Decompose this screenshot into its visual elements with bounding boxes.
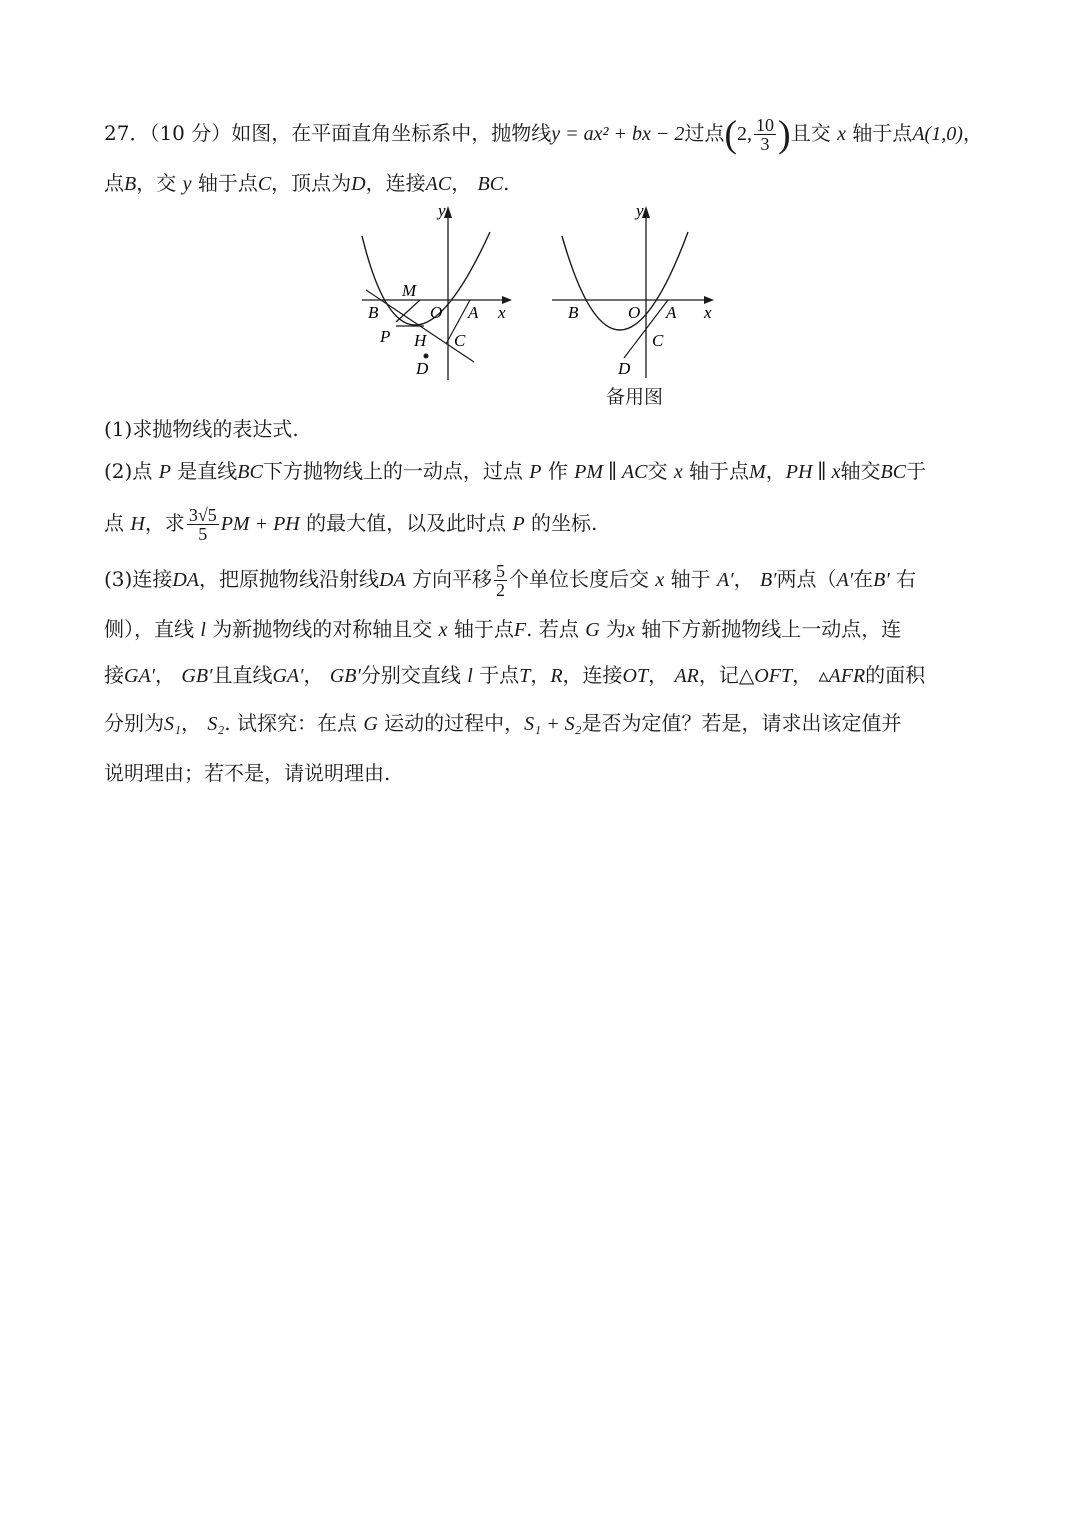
problem-text: 是否为定值？若是，请求出该定值并 <box>581 711 902 735</box>
sum-S1-S2: S₁ + S₂ <box>524 713 582 735</box>
point-G: G <box>363 713 378 735</box>
point-M: M <box>749 461 766 483</box>
label-H: H <box>414 331 427 350</box>
problem-text: 两点（ <box>776 567 837 591</box>
problem-text: 过点 <box>684 121 725 145</box>
line-l: l <box>200 619 206 641</box>
point-P: P <box>158 461 171 483</box>
problem-text: 交 <box>647 459 668 483</box>
problem-text: ，交 <box>136 171 177 195</box>
problem-text: ，连接 <box>562 663 623 687</box>
problem-text: ， <box>765 459 786 483</box>
fraction-denominator: 2 <box>496 580 506 600</box>
fraction-numerator: 10 <box>756 115 775 135</box>
point-G: G <box>585 619 600 641</box>
problem-text: (3)连接 <box>104 567 173 591</box>
problem-text: 方向平移 <box>412 567 493 591</box>
label-y: y <box>438 201 446 220</box>
problem-number: 27． <box>104 121 150 145</box>
label-B-backup: B <box>568 303 579 322</box>
problem-text: ，求 <box>144 511 185 535</box>
point-A-prime: A′ <box>836 569 854 591</box>
point-R: R <box>550 665 563 687</box>
segment-DA: DA <box>172 569 200 591</box>
part2-line-2 <box>104 506 597 543</box>
segment-OT: OT <box>622 665 649 687</box>
label-M: M <box>402 281 417 300</box>
problem-text: . 若点 <box>526 617 579 641</box>
point-F: F <box>513 619 527 641</box>
problem-text: ，顶点为 <box>271 171 352 195</box>
part3-line-4 <box>104 708 902 739</box>
point-H: H <box>130 513 145 535</box>
part3-line-3 <box>104 660 925 691</box>
problem-text: 于 <box>906 459 927 483</box>
problem-line-2 <box>104 168 509 199</box>
problem-text: ， <box>451 171 472 195</box>
label-x: x <box>498 303 506 322</box>
parabola-figures <box>350 196 730 382</box>
problem-text: 的坐标. <box>531 511 598 535</box>
label-y-backup: y <box>636 201 644 220</box>
problem-text: 的最大值，以及此时点 <box>306 511 507 535</box>
problem-text: ， <box>962 121 983 145</box>
problem-text: 接 <box>104 663 124 687</box>
var-x: x <box>673 461 683 483</box>
problem-text: 轴于 <box>670 567 711 591</box>
problem-text: ， <box>733 567 754 591</box>
triangle-AFR: ▵AFR <box>818 665 866 687</box>
segment-GB-prime: GB′ <box>329 665 361 687</box>
problem-text: 点 <box>104 171 124 195</box>
var-x: x <box>438 619 448 641</box>
fraction-numerator: 5 <box>496 561 506 581</box>
label-C-backup: C <box>652 331 664 350</box>
problem-text: 在 <box>853 567 874 591</box>
segment-DA: DA <box>379 569 406 591</box>
point-B-prime: B′ <box>759 569 777 591</box>
problem-text: 右 <box>896 567 917 591</box>
problem-text: (2)点 <box>104 459 153 483</box>
part3-line-2 <box>104 614 901 645</box>
var-y: y <box>182 173 192 195</box>
label-A-backup: A <box>666 303 677 322</box>
point-C: C <box>257 173 272 195</box>
fraction-ten-thirds <box>754 116 776 153</box>
problem-text: 下方抛物线上的一动点，过点 <box>262 459 523 483</box>
label-B: B <box>368 303 379 322</box>
area-S1: S₁ <box>164 713 181 735</box>
fraction-denominator: 3 <box>760 134 770 154</box>
fraction-numerator: 3√5 <box>188 505 217 525</box>
problem-text: 是直线 <box>177 459 238 483</box>
expression-pm-ph: PM + PH <box>220 513 300 535</box>
problem-text: 轴于点 <box>689 459 750 483</box>
fraction-denominator: 5 <box>198 524 208 544</box>
point-T: T <box>519 665 531 687</box>
point-B-prime: B′ <box>873 569 890 591</box>
segment-GB-prime: GB′ <box>181 665 213 687</box>
problem-text: ，把原抛物线沿射线 <box>199 567 380 591</box>
problem-text: 点 <box>104 511 124 535</box>
label-O-backup: O <box>628 303 641 322</box>
triangle-OFT: OFT <box>754 665 793 687</box>
problem-text: 轴下方新抛物线上一动点，连 <box>641 617 902 641</box>
problem-text: ， <box>180 711 201 735</box>
label-D: D <box>416 359 429 378</box>
problem-text: 分别为 <box>104 711 164 735</box>
problem-text: 于点 <box>479 663 520 687</box>
problem-text: ， <box>155 663 176 687</box>
var-x: x <box>655 569 665 591</box>
point-D: D <box>351 173 366 195</box>
problem-text: 轴于点 <box>453 617 514 641</box>
problem-line-1 <box>104 113 983 156</box>
problem-text: 如图，在平面直角坐标系中，抛物线 <box>231 121 552 145</box>
figure-caption: 备用图 <box>606 386 664 408</box>
part3-line-5: 说明理由；若不是，请说明理由. <box>104 761 391 785</box>
problem-text: 且交 <box>790 121 831 145</box>
problem-text: 分别交直线 <box>360 663 461 687</box>
left-paren: ( <box>724 113 738 156</box>
point-P: P <box>512 513 525 535</box>
var-x: x <box>626 619 635 641</box>
problem-text: ， <box>648 663 669 687</box>
problem-text: ， <box>303 663 324 687</box>
label-C: C <box>454 331 466 350</box>
line-l: l <box>467 665 473 687</box>
problem-text: 为 <box>606 617 626 641</box>
var-x: x <box>837 123 846 145</box>
problem-text: . 试探究：在点 <box>224 711 357 735</box>
segment-AR: AR <box>674 665 699 687</box>
label-D-backup: D <box>618 359 631 378</box>
problem-text: ， <box>792 663 813 687</box>
figure-main <box>362 201 512 380</box>
label-A: A <box>468 303 479 322</box>
problem-text: ，记△ <box>698 663 755 687</box>
problem-text: 且直线 <box>212 663 273 687</box>
problem-text: 轴交 <box>840 459 881 483</box>
part2-line-1 <box>104 456 926 487</box>
point-A-prime: A′ <box>717 569 734 591</box>
problem-text: 的面积 <box>865 663 926 687</box>
fraction-three-root-five <box>187 506 219 543</box>
point-B: B <box>124 173 137 195</box>
problem-text: 作 <box>547 459 568 483</box>
problem-text: 个单位长度后交 <box>509 567 650 591</box>
problem-text: 为新抛物线的对称轴且交 <box>212 617 433 641</box>
segment-BC: BC <box>237 461 263 483</box>
area-S2: S₂ <box>207 713 225 735</box>
problem-text: 轴于点 <box>197 171 258 195</box>
label-x-backup: x <box>704 303 712 322</box>
parabola-equation: y = ax² + bx − 2 <box>551 123 685 145</box>
problem-text: 运动的过程中， <box>384 711 525 735</box>
problem-text: . <box>503 171 510 195</box>
part1-question: (1)求抛物线的表达式. <box>104 417 299 441</box>
point-A: A(1,0) <box>912 123 963 145</box>
point-P: P <box>529 461 542 483</box>
condition-pm-parallel-ac: PM ∥ AC <box>574 461 648 483</box>
problem-text: 轴于点 <box>852 121 913 145</box>
point-x: 2, <box>737 123 753 145</box>
problem-text: ， <box>530 663 551 687</box>
label-P: P <box>380 327 391 346</box>
segment-BC: BC <box>880 461 907 483</box>
problem-text: ，连接 <box>365 171 426 195</box>
condition-ph-parallel-x: PH ∥ x <box>785 461 841 483</box>
segment-GA-prime: GA′ <box>124 665 156 687</box>
segment-BC: BC <box>477 173 504 195</box>
problem-score: （10 分） <box>149 121 232 145</box>
right-paren: ) <box>778 113 791 156</box>
segment-GA-prime: GA′ <box>272 665 304 687</box>
label-O: O <box>430 303 443 322</box>
segment-AC: AC <box>425 173 452 195</box>
fraction-five-halves <box>494 562 507 599</box>
figure-backup <box>552 201 714 378</box>
part3-line-1 <box>104 562 916 599</box>
problem-text: 侧），直线 <box>104 617 194 641</box>
